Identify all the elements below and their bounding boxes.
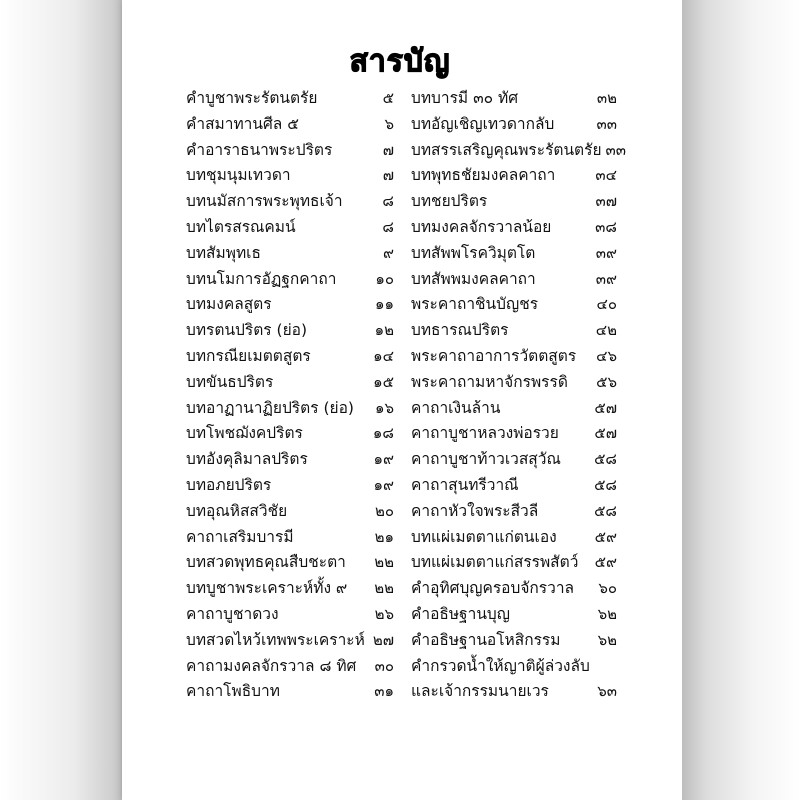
toc-entry-page: ๕๖ [596, 372, 617, 391]
toc-column-right [411, 86, 627, 705]
toc-entry-page: ๓๗ [595, 192, 617, 211]
background-right [682, 0, 800, 800]
toc-entry-page: ๓๘ [595, 217, 617, 236]
toc-entry [186, 447, 394, 473]
toc-entry-title: คาถาบูชาดวง [186, 604, 279, 623]
toc-entry-page: ๑๘ [372, 424, 394, 443]
toc-entry [411, 318, 617, 344]
toc-entry-page: ๒๒ [374, 553, 394, 572]
toc-entry-title: คำกรวดน้ำให้ญาติผู้ล่วงลับ [411, 656, 590, 675]
toc-entry-page: ๓๙ [595, 269, 617, 288]
toc-entry-title: พระคาถาชินบัญชร [411, 295, 539, 314]
toc-entry-page: ๗ [382, 166, 394, 185]
toc-entry [186, 499, 394, 525]
toc-entry [186, 112, 394, 138]
toc-entry [186, 550, 394, 576]
toc-entry-page: ๕๙ [594, 527, 617, 546]
toc-entry-title: บทบารมี ๓๐ ทัศ [411, 89, 519, 107]
toc-entry-title: คำบูชาพระรัตนตรัย [186, 89, 318, 107]
toc-entry-title: บทขันธปริตร [186, 372, 274, 391]
toc-entry-page: ๕๘ [594, 475, 617, 494]
toc-entry [186, 628, 394, 654]
toc-entry-title: บทสัพพมงคลคาถา [411, 269, 536, 288]
toc-entry-title: บทนมัสการพระพุทธเจ้า [186, 192, 343, 211]
toc-entry-title: บทอภยปริตร [186, 475, 272, 494]
toc-entry-title: บทบูชาพระเคราะห์ทั้ง ๙ [186, 579, 348, 598]
toc-entry-title: บทสวดพุทธคุณสืบชะตา [186, 553, 346, 572]
toc-entry [411, 344, 617, 370]
toc-entry-title: บทกรณียเมตตสูตร [186, 346, 311, 365]
toc-entry-page: ๔๐ [596, 295, 617, 314]
toc-entry-title: บทแผ่เมตตาแก่ตนเอง [411, 527, 557, 546]
toc-entry-page: ๗ [382, 140, 394, 159]
toc-entry-title: บทพุทธชัยมงคลคาถา [411, 166, 556, 185]
toc-entry [411, 550, 617, 576]
toc-entry-page: ๑๖ [374, 398, 394, 417]
toc-entry [411, 628, 617, 654]
toc-entry-title: คาถาบูชาท้าวเวสสุวัณ [411, 450, 561, 469]
toc-entry [186, 138, 394, 164]
toc-entry-title: บทธารณปริตร [411, 321, 509, 340]
toc-entry [186, 163, 394, 189]
toc-entry-title: คาถาหัวใจพระสีวลี [411, 501, 539, 520]
toc-entry-title: บทสัมพุทเธ [186, 243, 261, 262]
toc-entry-page: ๓๑ [374, 682, 394, 701]
toc-entry-title: บทอาฏานาฏิยปริตร (ย่อ) [186, 398, 354, 417]
toc-entry [411, 499, 617, 525]
toc-entry [411, 86, 617, 112]
toc-entry [186, 241, 394, 267]
toc-entry [411, 396, 617, 422]
toc-entry-title: คาถามงคลจักรวาล ๘ ทิศ [186, 656, 357, 675]
toc-entry-title: พระคาถามหาจักรพรรดิ [411, 372, 568, 391]
toc-entry [411, 654, 617, 680]
toc-entry-page: ๘ [382, 217, 394, 236]
toc-column-left [186, 86, 394, 705]
toc-entry-page: ๖๓ [597, 682, 617, 701]
toc-entry-title: บทชยปริตร [411, 192, 488, 211]
toc-entry-page: ๓๐ [374, 656, 394, 675]
toc-entry-page: ๒๖ [374, 604, 394, 623]
toc-entry [186, 189, 394, 215]
toc-entry [186, 473, 394, 499]
toc-entry [186, 654, 394, 680]
toc-entry-page: ๑๙ [373, 475, 394, 494]
toc-entry-title: บทสัพพโรควิมุตโต [411, 243, 536, 262]
toc-entry [411, 189, 617, 215]
toc-entry [411, 576, 617, 602]
toc-entry [186, 344, 394, 370]
toc-entry-page: ๑๐ [375, 269, 394, 288]
toc-entry [186, 525, 394, 551]
toc-entry [186, 396, 394, 422]
toc-entry-page: ๕๙ [594, 553, 617, 572]
toc-entry-title: คำอธิษฐานอโหสิกรรม [411, 630, 561, 649]
toc-entry-title: คำสมาทานศีล ๕ [186, 114, 299, 133]
toc-entry [186, 602, 394, 628]
toc-entry-title: คาถาบูชาหลวงพ่อรวย [411, 424, 559, 443]
toc-entry-title: คาถาสุนทรีวาณี [411, 475, 519, 494]
toc-entry [411, 370, 617, 396]
toc-entry-title: คำอธิษฐานบุญ [411, 604, 510, 623]
toc-entry-title: พระคาถาอาการวัตตสูตร [411, 346, 577, 365]
toc-entry-page: ๘ [382, 192, 394, 211]
toc-entry-title: บทอังคุลิมาลปริตร [186, 450, 308, 469]
toc-entry [411, 447, 617, 473]
toc-entry-page: ๙ [383, 243, 394, 262]
toc-entry-page: ๑๔ [373, 346, 394, 365]
toc-entry-page: ๕๘ [594, 501, 617, 520]
toc-entry-page: ๕ [382, 89, 394, 107]
toc-entry [186, 86, 394, 112]
toc-entry-page: ๒๑ [374, 527, 394, 546]
toc-entry-title: บทรตนปริตร (ย่อ) [186, 321, 308, 340]
toc-entry-page: ๓๓ [596, 114, 617, 133]
toc-entry-title: บทอุณหิสสวิชัย [186, 501, 288, 520]
toc-entry [186, 576, 394, 602]
toc-entry [411, 292, 617, 318]
toc-entry-page: ๑๙ [373, 450, 394, 469]
toc-entry-page: ๕๘ [594, 450, 617, 469]
toc-entry-title: บทสรรเสริญคุณพระรัตนตรัย [411, 140, 602, 159]
toc-entry-title: บทชุมนุมเทวดา [186, 166, 291, 185]
toc-entry [186, 421, 394, 447]
toc-entry [186, 267, 394, 293]
toc-entry-title: คาถาโพธิบาท [186, 682, 280, 701]
toc-entry-title: และเจ้ากรรมนายเวร [411, 682, 549, 701]
toc-entry [411, 241, 617, 267]
toc-entry [411, 525, 617, 551]
toc-entry-title: คำอาราธนาพระปริตร [186, 140, 333, 159]
toc-entry [411, 473, 617, 499]
toc-entry-page: ๑๑ [374, 295, 394, 314]
toc-entry-page: ๖ [384, 114, 394, 133]
toc-entry [411, 112, 617, 138]
toc-entry-title: บทมงคลจักรวาลน้อย [411, 217, 552, 236]
toc-entry-page: ๑๒ [374, 321, 394, 340]
toc-entry [411, 679, 617, 705]
background-left [0, 0, 122, 800]
toc-entry-page: ๖๐ [598, 579, 617, 598]
toc-entry [186, 292, 394, 318]
toc-entry-page: ๓๒ [596, 89, 617, 107]
toc-entry-title: บทโพชฌังคปริตร [186, 424, 303, 443]
toc-entry [186, 215, 394, 241]
toc-entry-page: ๕๗ [594, 398, 617, 417]
toc-entry-title: บทสวดไหว้เทพพระเคราะห์ [186, 630, 365, 649]
toc-entry [411, 138, 627, 164]
toc-entry [186, 318, 394, 344]
toc-entry-page: ๖๒ [597, 630, 617, 649]
toc-entry [411, 215, 617, 241]
toc-entry [411, 421, 617, 447]
toc-entry-title: บทไตรสรณคมน์ [186, 217, 296, 236]
page-title: สารบัญ [349, 44, 451, 79]
toc-entry-page: ๑๕ [373, 372, 394, 391]
toc-entry-page: ๓๔ [595, 166, 617, 185]
toc-entry-title: คำอุทิศบุญครอบจักรวาล [411, 579, 575, 598]
toc-entry-title: บทนโมการอัฏฐกคาถา [186, 269, 337, 288]
toc-entry-title: บทอัญเชิญเทวดากลับ [411, 114, 555, 133]
toc-entry [411, 267, 617, 293]
toc-entry-page: ๒๒ [374, 579, 394, 598]
toc-entry-title: บทมงคลสูตร [186, 295, 272, 314]
toc-entry-page: ๔๒ [595, 321, 617, 340]
toc-entry-title: คาถาเสริมบารมี [186, 527, 294, 546]
toc-entry-page: ๖๒ [597, 604, 617, 623]
toc-entry [411, 163, 617, 189]
toc-entry-page: ๓๓ [605, 140, 627, 159]
toc-entry-page: ๕๗ [594, 424, 617, 443]
toc-entry-page: ๒๐ [374, 501, 394, 520]
toc-entry-page: ๔๖ [596, 346, 617, 365]
toc-entry-page: ๒๗ [372, 630, 394, 649]
toc-entry [186, 370, 394, 396]
toc-entry-page: ๓๙ [595, 243, 617, 262]
toc-entry-title: บทแผ่เมตตาแก่สรรพสัตว์ [411, 553, 579, 572]
toc-entry-title: คาถาเงินล้าน [411, 398, 501, 417]
toc-entry [186, 679, 394, 705]
toc-entry [411, 602, 617, 628]
